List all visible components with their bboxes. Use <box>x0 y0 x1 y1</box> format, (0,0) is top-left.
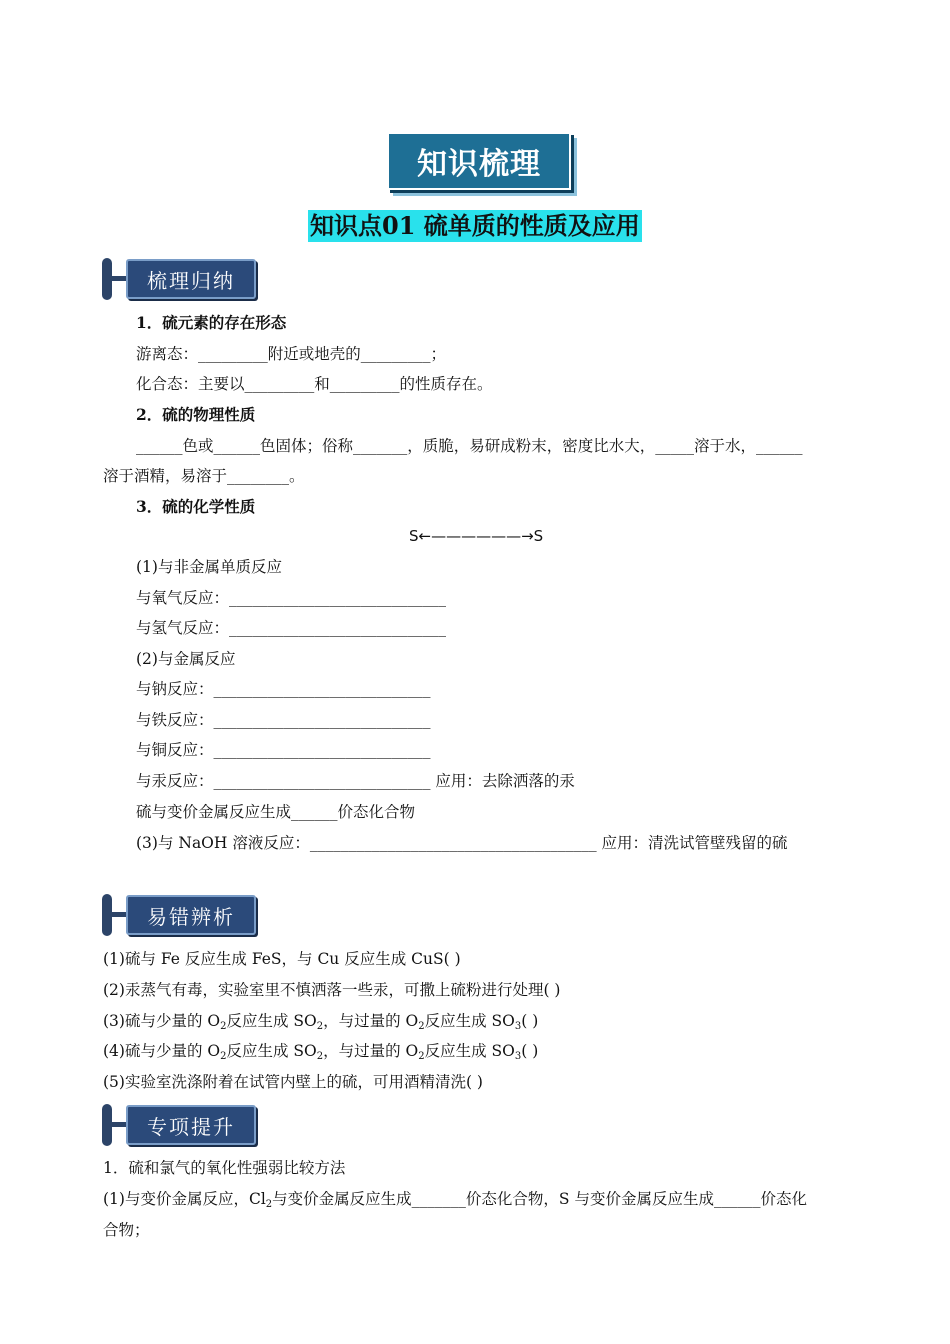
reaction-sodium: 与钠反应：____________________________ <box>136 680 431 698</box>
heading-physical: 2．硫的物理性质 <box>136 405 256 424</box>
error-item-1: (1)硫与 Fe 反应生成 FeS，与 Cu 反应生成 CuS( ) <box>103 950 461 968</box>
reaction-nonmetal-heading: (1)与非金属单质反应 <box>136 558 282 576</box>
heading-chemical: 3．硫的化学性质 <box>136 497 256 516</box>
reaction-metal-heading: (2)与金属反应 <box>136 650 236 668</box>
heading-existence: 1．硫元素的存在形态 <box>136 313 287 332</box>
tag-bar-decoration <box>102 258 112 300</box>
special-item-2: (1)与变价金属反应，$Cl_2$与变价金属反应生成_______价态化合物，S 与变价金属反应生成______价态化 <box>103 1190 807 1210</box>
tag-bar-decoration <box>102 894 112 936</box>
reaction-naoh: (3)与 NaOH 溶液反应：_____________________________________ 应用：清洗试管壁残留的硫 <box>136 834 788 852</box>
error-item-2: (2)汞蒸气有毒，实验室里不慎洒落一些汞，可撒上硫粉进行处理( ) <box>103 981 561 999</box>
section-tag-summary <box>102 258 254 300</box>
tag-label: 梳理归纳 <box>126 259 256 299</box>
tag-bar-decoration <box>102 1104 112 1146</box>
tag-connector-decoration <box>112 912 126 917</box>
reaction-iron: 与铁反应：____________________________ <box>136 711 431 729</box>
tag-label: 专项提升 <box>126 1105 256 1145</box>
reaction-mercury: 与汞反应：____________________________ 应用：去除洒落的汞 <box>136 772 575 790</box>
error-item-4: (4)硫与少量的 $O_2$反应生成 $SO_2$，与过量的 $O_2$反应生成 $SO_3$( ) <box>103 1042 539 1062</box>
error-item-5: (5)实验室洗涤附着在试管内壁上的硫，可用酒精清洗( ) <box>103 1073 483 1091</box>
tag-label: 易错辨析 <box>126 895 256 935</box>
reaction-copper: 与铜反应：____________________________ <box>136 741 431 759</box>
valence-arrow: S←——————→S <box>409 527 544 545</box>
physical-line-2: 溶于酒精，易溶于________。 <box>103 467 305 485</box>
tag-connector-decoration <box>112 276 126 281</box>
free-state-line: 游离态：_________附近或地壳的_________； <box>136 345 447 363</box>
tag-connector-decoration <box>112 1122 126 1127</box>
physical-line-1: ______色或______色固体；俗称_______，质脆，易研成粉末，密度比水大，_____溶于水，______ <box>136 437 803 455</box>
section-tag-errors <box>102 894 254 936</box>
combined-state-line: 化合态：主要以_________和_________的性质存在。 <box>136 375 493 393</box>
section-tag-special <box>102 1104 254 1146</box>
knowledge-point-title: 知识点01 硫单质的性质及应用 <box>310 211 640 240</box>
special-item-2-cont: 合物； <box>103 1221 150 1239</box>
reaction-hydrogen: 与氢气反应：____________________________ <box>136 619 447 637</box>
special-item-1: 1．硫和氯气的氧化性强弱比较方法 <box>103 1159 346 1177</box>
reaction-oxygen: 与氧气反应：____________________________ <box>136 589 447 607</box>
main-title: 知识梳理 <box>387 132 571 190</box>
error-item-3: (3)硫与少量的 $O_2$反应生成 $SO_2$，与过量的 $O_2$反应生成 $SO_3$( ) <box>103 1012 539 1032</box>
metal-valence-note: 硫与变价金属反应生成______价态化合物 <box>136 803 416 821</box>
